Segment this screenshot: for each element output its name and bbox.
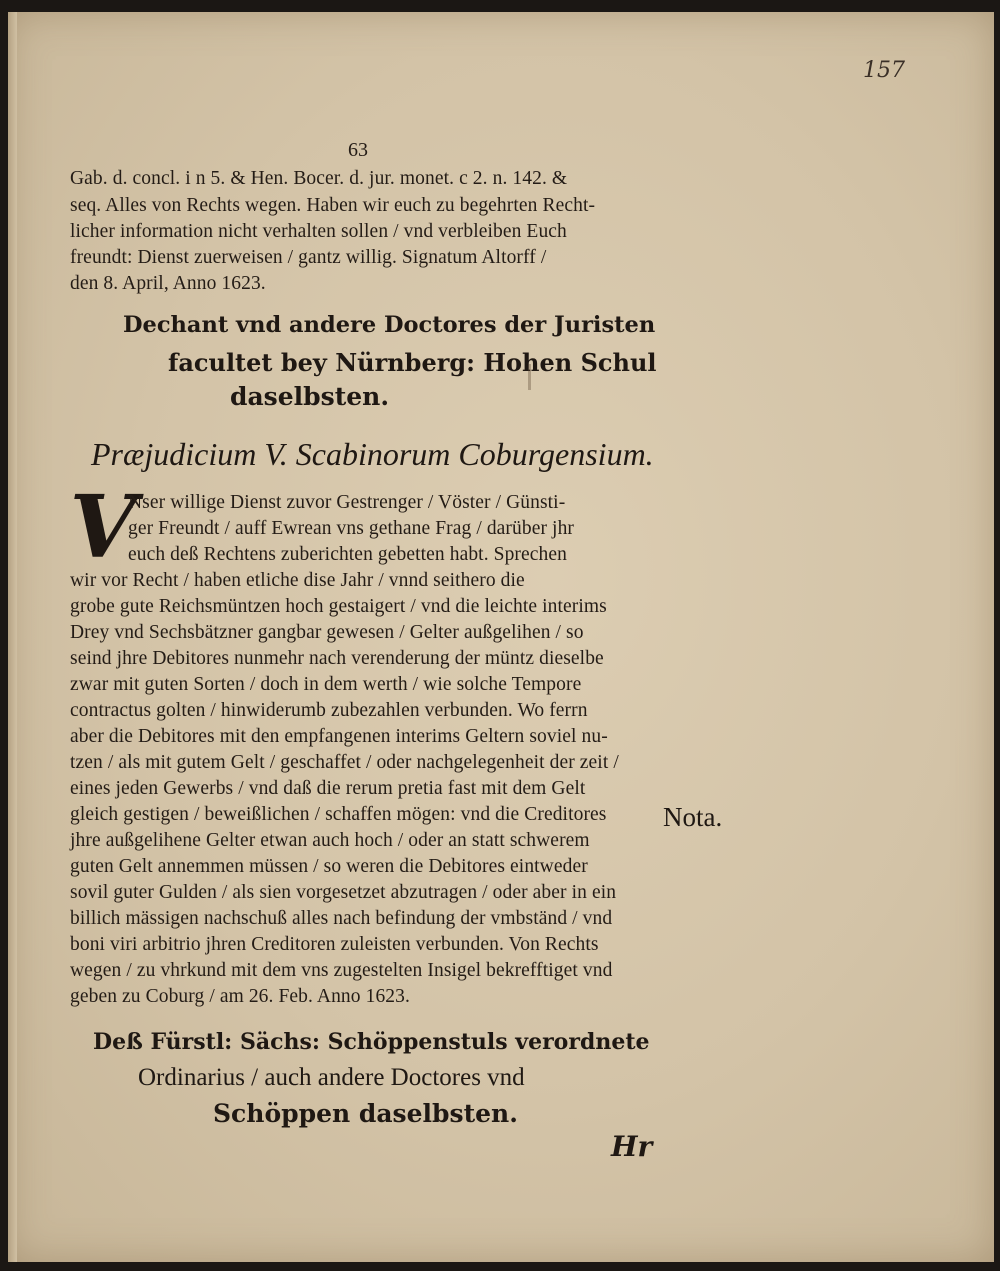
text-line: licher information nicht verhalten sollen / vnd verbleiben Euch (70, 221, 567, 242)
text-line: billich mässigen nachschuß alles nach befindung der vmbständ / vnd (70, 908, 613, 929)
text-line: Nser willige Dienst zuvor Gestrenger / Vöster / Günsti- (128, 492, 566, 513)
text-line: grobe gute Reichsmüntzen hoch gestaigert / vnd die leichte interims (70, 596, 607, 617)
text-line: zwar mit guten Sorten / doch in dem werth / wie solche Tempore (70, 674, 582, 695)
text-line: aber die Debitores mit den empfangenen interims Geltern soviel nu- (70, 726, 608, 747)
signature-line: Dechant vnd andere Doctores der Juristen (123, 312, 656, 338)
text-line: euch deß Rechtens zuberichten gebetten habt. Sprechen (128, 544, 567, 565)
page-number: 63 (348, 139, 368, 161)
text-line: wegen / zu vhrkund mit dem vns zugestelten Insigel bekrefftiget vnd (70, 960, 613, 981)
text-line: Gab. d. concl. i n 5. & Hen. Bocer. d. jur. monet. c 2. n. 142. & (70, 168, 568, 189)
signature-line: facultet bey Nürnberg: Hohen Schul (168, 348, 657, 377)
text-line: tzen / als mit gutem Gelt / geschaffet / oder nachgelegenheit der zeit / (70, 752, 619, 773)
text-line: sovil guter Gulden / als sien vorgesetzet abzutragen / oder aber in ein (70, 882, 617, 903)
text-line: gleich gestigen / beweißlichen / schaffen mögen: vnd die Creditores (70, 804, 607, 825)
text-line: seq. Alles von Rechts wegen. Haben wir euch zu begehrten Recht- (70, 195, 596, 216)
text-line: Drey vnd Sechsbätzner gangbar gewesen / Gelter außgelihen / so (70, 622, 584, 643)
text-line: seind jhre Debitores nunmehr nach verenderung der müntz dieselbe (70, 648, 604, 669)
text-line: eines jeden Gewerbs / vnd daß die rerum pretia fast mit dem Gelt (70, 778, 586, 799)
text-line: guten Gelt annemmen müssen / so weren die Debitores eintweder (70, 856, 588, 877)
page-gutter-edge (8, 12, 17, 1262)
text-line: ger Freundt / auff Ewrean vns gethane Frag / darüber jhr (128, 518, 575, 539)
signature-line: Deß Fürstl: Sächs: Schöppenstuls verordnete (93, 1029, 650, 1055)
text-line: den 8. April, Anno 1623. (70, 273, 266, 294)
section-title: Præjudicium V. Scabinorum Coburgensium. (91, 436, 654, 472)
ink-mark (528, 364, 531, 390)
text-line: boni viri arbitrio jhren Creditoren zuleisten verbunden. Von Rechts (70, 934, 599, 955)
folio-number: 157 (863, 58, 905, 83)
signature-line: Schöppen daselbsten. (213, 1099, 518, 1128)
decorated-initial: V (69, 477, 137, 578)
book-page (8, 12, 994, 1262)
margin-note: Nota. (663, 802, 723, 832)
catchword: Hr (611, 1130, 653, 1163)
text-line: wir vor Recht / haben etliche dise Jahr / vnnd seithero die (70, 570, 525, 591)
text-line: freundt: Dienst zuerweisen / gantz willig. Signatum Altorff / (70, 247, 547, 268)
text-line: jhre außgelihene Gelter etwan auch hoch / oder an statt schwerem (70, 830, 590, 851)
signature-line: Ordinarius / auch andere Doctores vnd (138, 1064, 525, 1091)
text-line: contractus golten / hinwiderumb zubezahlen verbunden. Wo ferrn (70, 700, 588, 721)
text-line: geben zu Coburg / am 26. Feb. Anno 1623. (70, 986, 410, 1007)
signature-line: daselbsten. (230, 382, 390, 411)
